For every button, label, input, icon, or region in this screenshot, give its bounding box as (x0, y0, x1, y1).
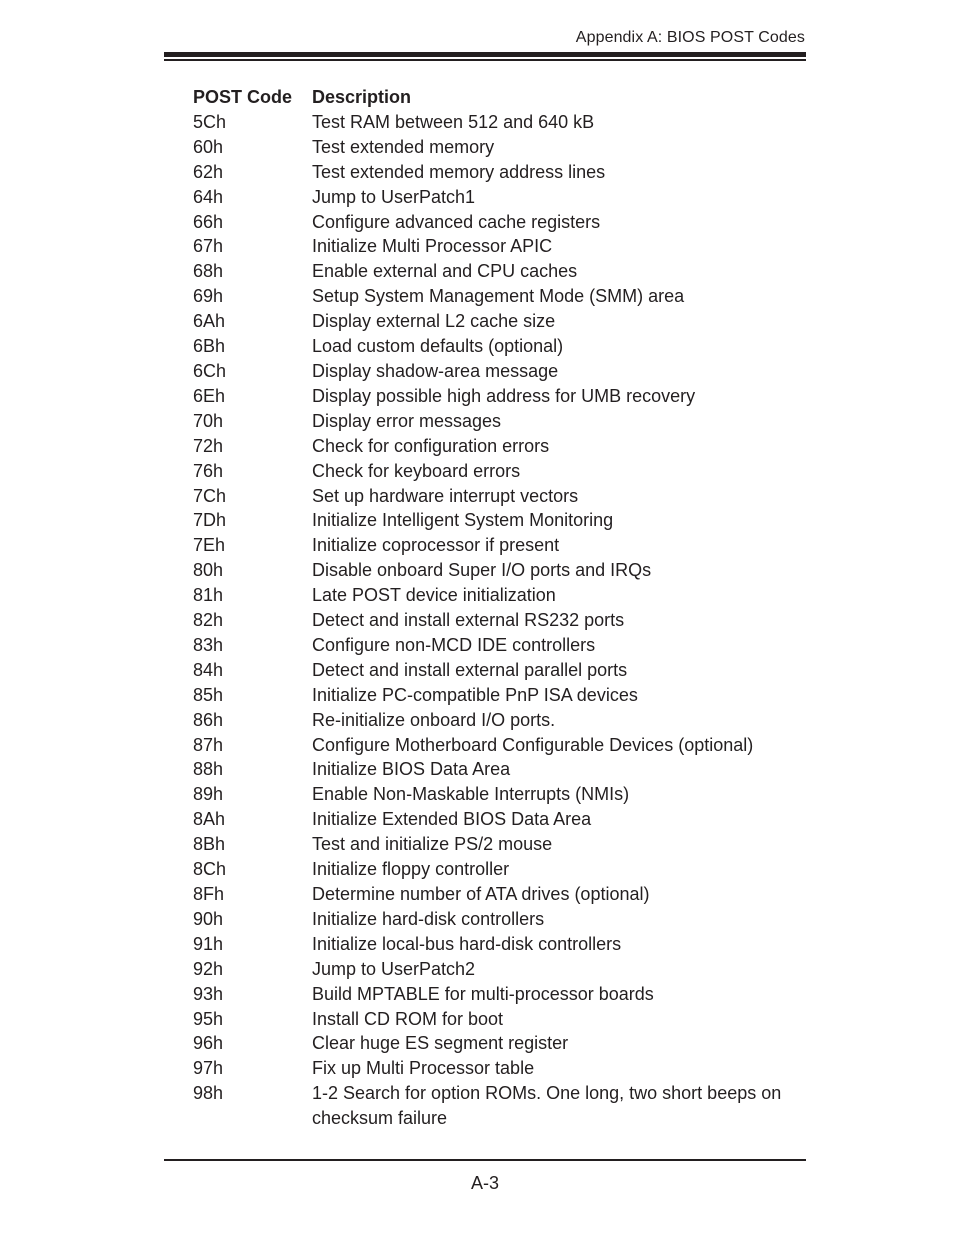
table-row (193, 832, 806, 857)
post-code-cell: 76h (193, 460, 224, 481)
post-code-cell: 84h (193, 659, 224, 680)
post-code-cell: 6Bh (193, 336, 226, 357)
table-row (193, 409, 806, 434)
header-rule-thin (164, 59, 806, 61)
post-code-cell: 5Ch (193, 111, 227, 132)
running-header: Appendix A: BIOS POST Codes (575, 29, 805, 46)
description-cell: Enable Non-Maskable Interrupts (NMIs) (312, 784, 630, 805)
post-code-cell: 92h (193, 958, 224, 979)
post-code-cell: 98h (193, 1083, 224, 1104)
description-cell: Display error messages (312, 410, 502, 431)
table-row (193, 508, 806, 533)
post-code-cell: 8Ah (193, 809, 226, 830)
description-cell: Configure Motherboard Configurable Devices (optional) (312, 734, 754, 755)
table-row (193, 583, 806, 608)
post-code-cell: 66h (193, 211, 224, 232)
description-cell: Initialize Multi Processor APIC (312, 236, 553, 257)
description-cell: Re-initialize onboard I/O ports. (312, 709, 556, 730)
post-code-cell: 95h (193, 1008, 224, 1029)
table-row (193, 1056, 806, 1081)
table-row (193, 160, 806, 185)
description-cell: Test and initialize PS/2 mouse (312, 834, 553, 855)
header-rule-thick (164, 52, 806, 57)
post-code-cell: 6Ah (193, 311, 226, 332)
post-code-cell: 62h (193, 161, 224, 182)
description-cell: Set up hardware interrupt vectors (312, 485, 579, 506)
table-row (193, 1081, 806, 1131)
description-cell: Display external L2 cache size (312, 311, 556, 332)
post-code-cell: 8Bh (193, 834, 226, 855)
post-code-cell: 67h (193, 236, 224, 257)
table-row (193, 882, 806, 907)
table-row (193, 533, 806, 558)
post-code-cell: 60h (193, 136, 224, 157)
description-cell: Determine number of ATA drives (optional) (312, 884, 650, 904)
description-cell: Install CD ROM for boot (312, 1008, 504, 1029)
post-code-cell: 85h (193, 684, 224, 705)
table-row (193, 484, 806, 509)
post-code-cell: 89h (193, 784, 224, 805)
description-cell: Initialize coprocessor if present (312, 535, 560, 556)
description-cell: Display shadow-area message (312, 360, 559, 381)
table-row (193, 807, 806, 832)
description-cell: Fix up Multi Processor table (312, 1058, 535, 1079)
description-cell: Initialize Intelligent System Monitoring (312, 510, 614, 531)
table-row (193, 957, 806, 982)
description-cell: Late POST device initialization (312, 585, 556, 606)
post-code-cell: 81h (193, 585, 224, 606)
table-row (193, 782, 806, 807)
description-cell: Detect and install external RS232 ports (312, 610, 625, 631)
description-cell: Initialize floppy controller (312, 859, 510, 880)
post-code-cell: 69h (193, 286, 224, 307)
post-code-cell: 87h (193, 734, 224, 755)
post-code-cell: 82h (193, 610, 224, 631)
table-row (193, 708, 806, 733)
table-row (193, 459, 806, 484)
table-row (193, 757, 806, 782)
post-code-cell: 97h (193, 1058, 224, 1079)
description-cell: Disable onboard Super I/O ports and IRQs (312, 560, 652, 581)
table-row (193, 234, 806, 259)
post-code-cell: 93h (193, 983, 224, 1004)
description-cell: Test RAM between 512 and 640 kB (312, 111, 595, 132)
description-cell: Check for configuration errors (312, 435, 550, 456)
description-cell: 1-2 Search for option ROMs. One long, two short beeps on checksum failure (312, 1083, 782, 1129)
description-cell: Test extended memory (312, 136, 495, 157)
description-cell: Setup System Management Mode (SMM) area (312, 286, 685, 307)
table-row (193, 633, 806, 658)
description-cell: Build MPTABLE for multi-processor boards (312, 983, 654, 1004)
description-cell: Configure advanced cache registers (312, 211, 601, 232)
table-row (193, 309, 806, 334)
post-code-cell: 8Fh (193, 884, 225, 904)
table-header-row (193, 85, 806, 110)
description-cell: Display possible high address for UMB recovery (312, 385, 696, 406)
description-cell: Enable external and CPU caches (312, 261, 578, 282)
footer-rule (164, 1159, 806, 1161)
description-cell: Configure non-MCD IDE controllers (312, 634, 596, 655)
description-cell: Clear huge ES segment register (312, 1033, 569, 1054)
table-row (193, 135, 806, 160)
table-row (193, 185, 806, 210)
description-cell: Test extended memory address lines (312, 161, 606, 182)
table-row (193, 857, 806, 882)
post-code-cell: 6Eh (193, 385, 226, 406)
post-code-cell: 90h (193, 908, 224, 929)
post-code-cell: 6Ch (193, 360, 227, 381)
table-row (193, 932, 806, 957)
post-code-cell: 7Ch (193, 485, 227, 506)
table-body (193, 110, 806, 1131)
post-code-cell: 91h (193, 933, 224, 954)
description-cell: Initialize hard-disk controllers (312, 908, 545, 929)
post-code-table (193, 85, 806, 1131)
post-code-cell: 83h (193, 634, 224, 655)
description-cell: Initialize PC-compatible PnP ISA devices (312, 684, 638, 705)
table-row (193, 1031, 806, 1056)
post-code-cell: 72h (193, 435, 224, 456)
post-code-cell: 86h (193, 709, 224, 730)
description-cell: Initialize local-bus hard-disk controllers (312, 933, 622, 954)
post-code-cell: 70h (193, 410, 224, 431)
table-row (193, 683, 806, 708)
table-row (193, 259, 806, 284)
table-row (193, 1007, 806, 1032)
table-row (193, 210, 806, 235)
description-cell: Initialize Extended BIOS Data Area (312, 809, 592, 830)
description-cell: Load custom defaults (optional) (312, 336, 564, 357)
page-number: A-3 (470, 1173, 499, 1193)
table-row (193, 907, 806, 932)
table-row (193, 110, 806, 135)
post-code-cell: 68h (193, 261, 224, 282)
description-cell: Jump to UserPatch1 (312, 186, 476, 207)
table-row (193, 359, 806, 384)
table-row (193, 558, 806, 583)
table-row (193, 608, 806, 633)
description-cell: Check for keyboard errors (312, 460, 521, 481)
post-code-cell: 7Eh (193, 535, 226, 556)
post-code-cell: 8Ch (193, 859, 227, 880)
column-header-post-code: POST Code (193, 87, 293, 107)
column-header-description: Description (312, 87, 412, 107)
table-row (193, 334, 806, 359)
description-cell: Jump to UserPatch2 (312, 958, 476, 979)
table-row (193, 284, 806, 309)
post-code-cell: 96h (193, 1033, 224, 1054)
post-code-cell: 80h (193, 560, 224, 581)
description-cell: Detect and install external parallel ports (312, 659, 628, 680)
post-code-cell: 7Dh (193, 510, 227, 531)
table-row (193, 384, 806, 409)
table-row (193, 658, 806, 683)
table-row (193, 733, 806, 758)
post-code-cell: 88h (193, 759, 224, 780)
table-row (193, 434, 806, 459)
description-cell: Initialize BIOS Data Area (312, 759, 511, 780)
table-row (193, 982, 806, 1007)
post-code-cell: 64h (193, 186, 224, 207)
